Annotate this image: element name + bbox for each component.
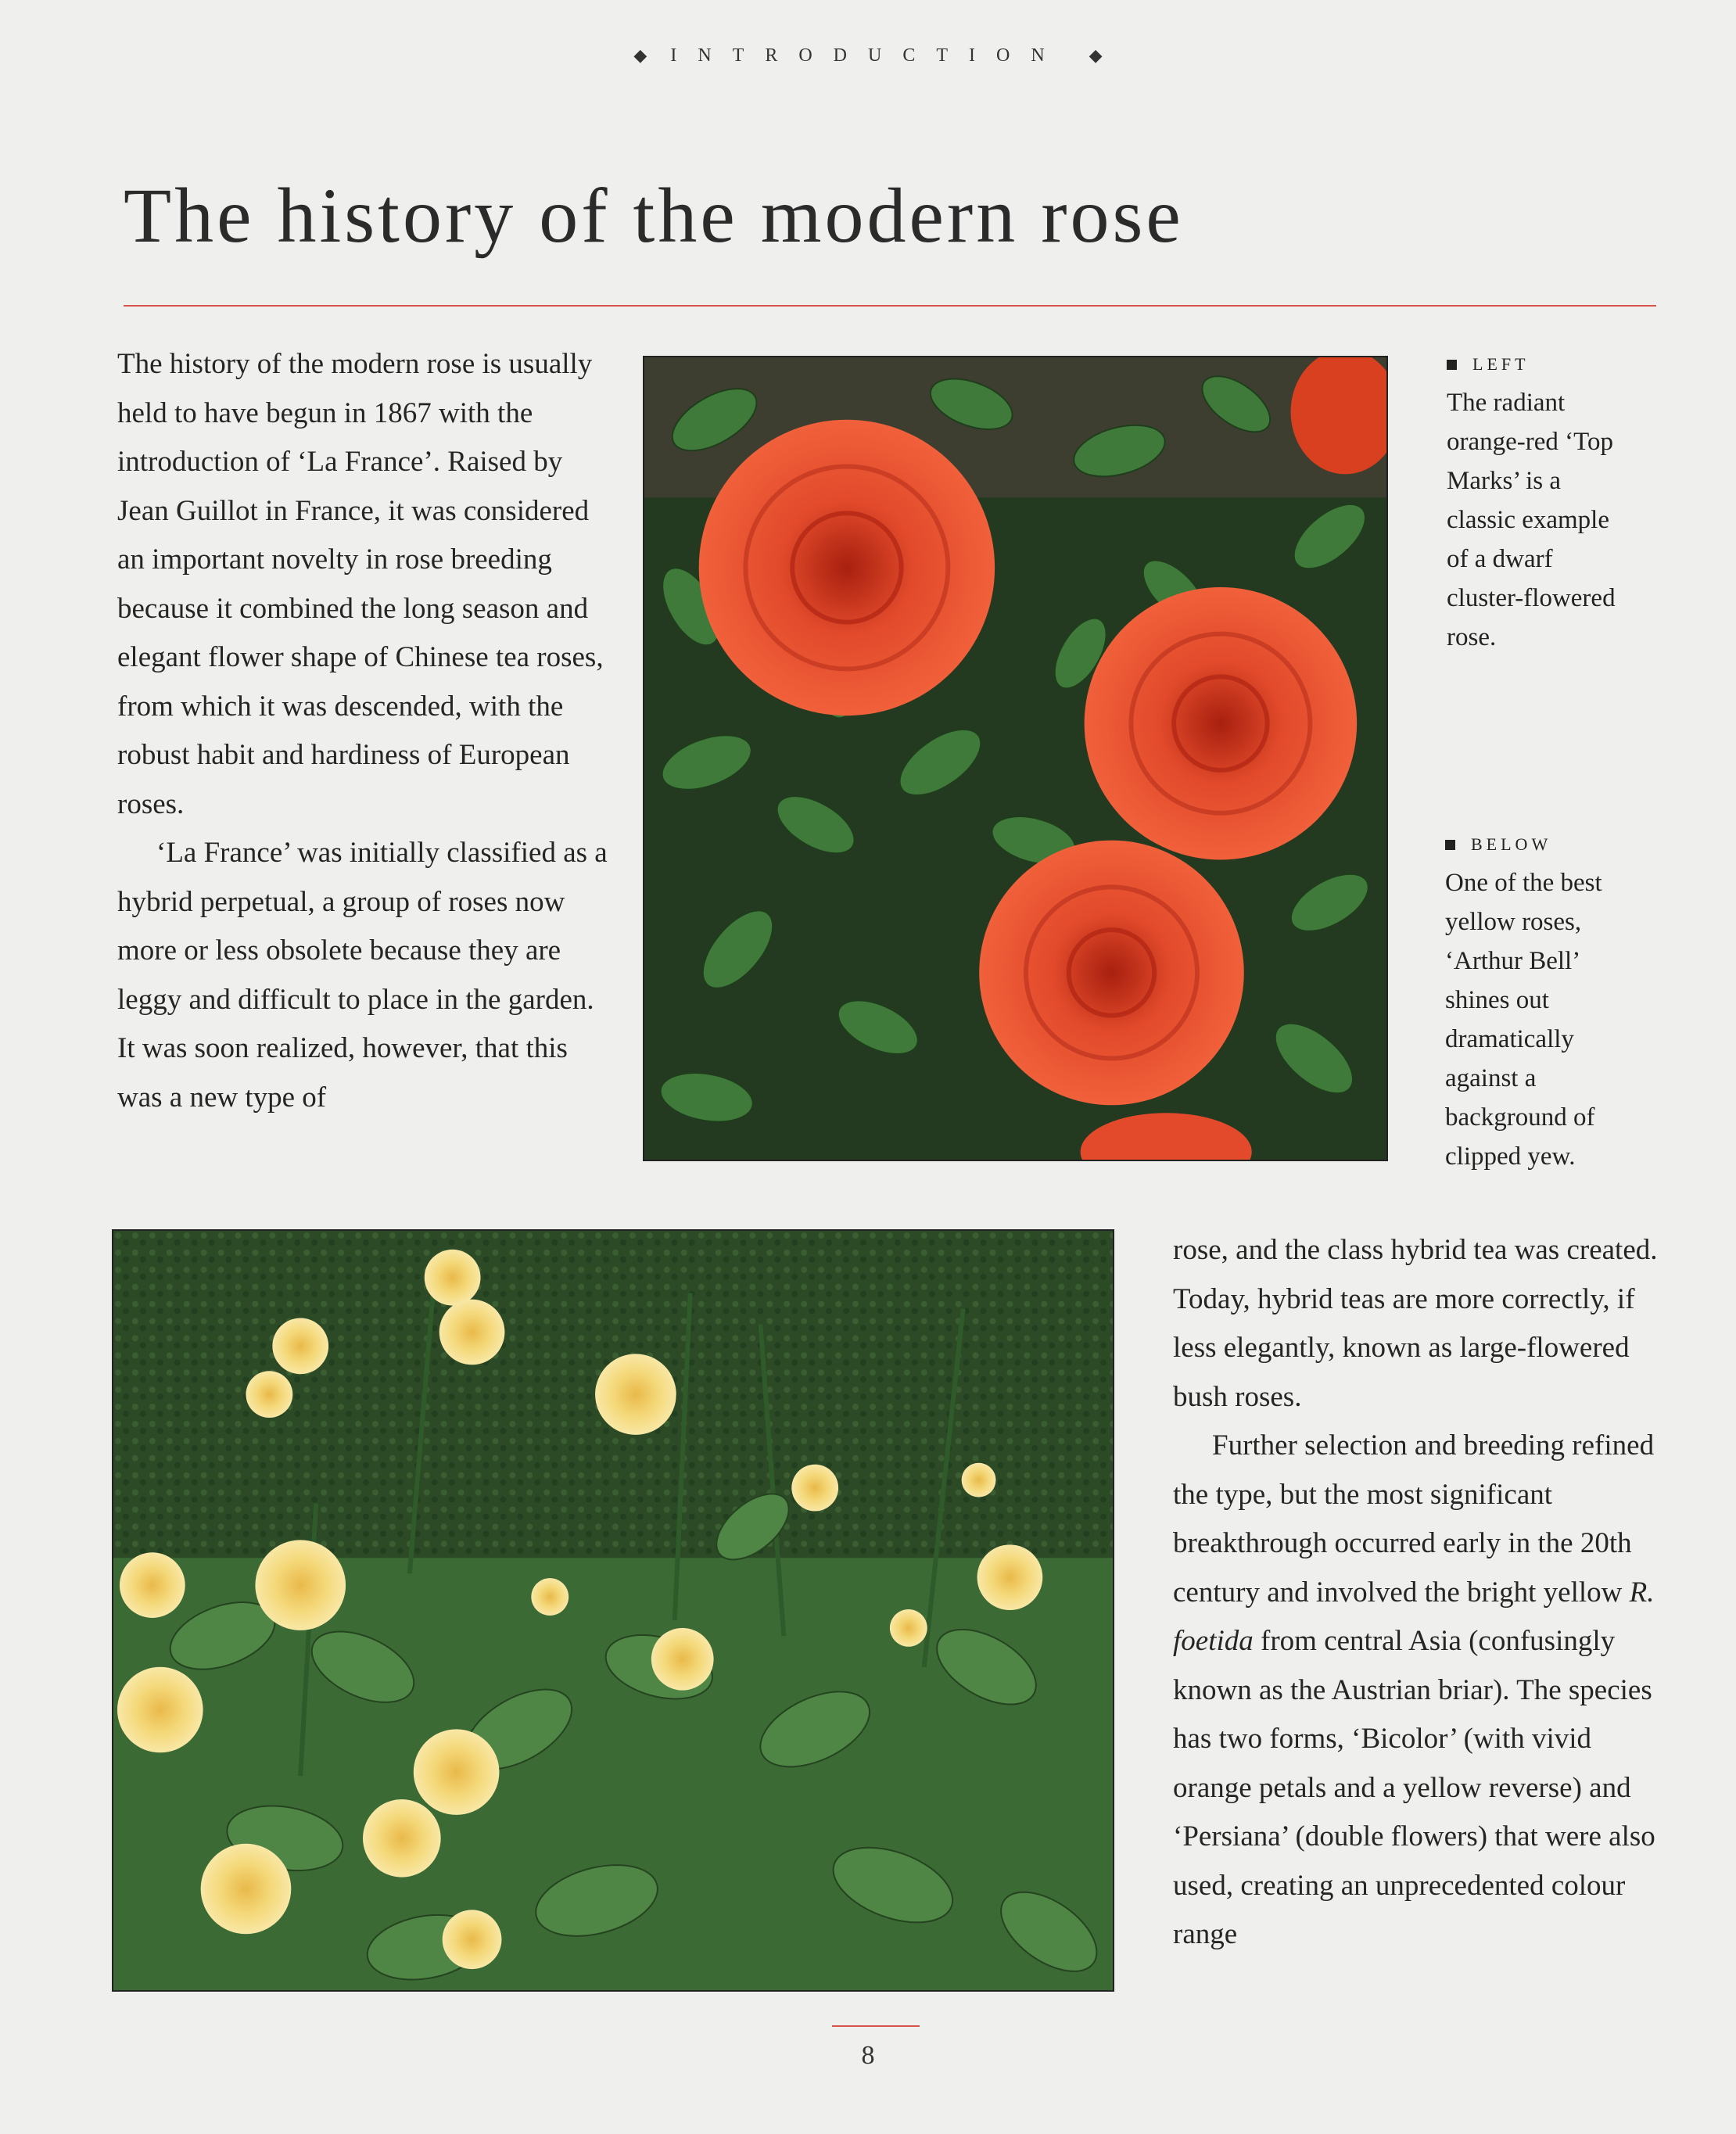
page-number: 8 <box>861 2041 875 2070</box>
species-name: R. foetida <box>1173 1576 1655 1657</box>
body-paragraph-2: ‘La France’ was initially classified as a hybrid perpetual, a group of roses now more or less obsolete because they are leggy and difficult to place in the garden. It was soon realized, however, that this was a new type of <box>117 837 608 1114</box>
caption-left <box>1447 350 1627 657</box>
caption-below-label <box>1445 830 1625 859</box>
section-label: INTRODUCTION <box>670 45 1066 66</box>
body-paragraph-4 <box>1173 1422 1673 1960</box>
body-paragraph-1: The history of the modern rose is usually held to have begun in 1867 with the introduction of ‘La France’. Raised by Jean Guillot in France, it was considered an important novelty in rose breeding because it combined the long season and elegant flower shape of Chinese tea roses, from which it was descended, with the robust habit and hardiness of European roses. <box>117 348 604 820</box>
body-column-right <box>1173 1226 1673 1960</box>
title-rule <box>124 305 1656 307</box>
diamond-left-icon: ◆ <box>633 45 647 65</box>
photo-arthur-bell-rose <box>112 1229 1114 1992</box>
caption-below-text: One of the best yellow roses, ‘Arthur Bell’ shines out dramatically against a background of clipped yew. <box>1445 869 1602 1171</box>
running-head <box>0 45 1736 66</box>
body-paragraph-3: rose, and the class hybrid tea was created. Today, hybrid teas are more correctly, if less elegantly, known as large-flowered bush roses. <box>1173 1234 1658 1413</box>
page-title: The history of the modern rose <box>124 172 1184 259</box>
caption-left-label-text: LEFT <box>1472 354 1530 374</box>
square-bullet-icon <box>1447 360 1457 370</box>
caption-below <box>1445 830 1625 1176</box>
folio-rule <box>832 2025 920 2027</box>
square-bullet-icon <box>1445 840 1455 850</box>
paragraph-4-text-b: from central Asia (confusingly known as the Austrian briar). The species has two forms, ‘Bicolor’ (with vivid orange petals and a yellow reverse) and ‘Persiana’ (double flowers) that were also used, creating an unprecedented colour range <box>1173 1625 1655 1950</box>
caption-left-text: The radiant orange-red ‘Top Marks’ is a classic example of a dwarf cluster-flowered rose. <box>1447 389 1616 651</box>
caption-left-label <box>1447 350 1627 378</box>
photo-top-marks-rose <box>643 356 1388 1161</box>
caption-below-label-text: BELOW <box>1471 834 1552 854</box>
diamond-right-icon: ◆ <box>1089 45 1103 65</box>
body-column-left <box>117 340 610 1122</box>
paragraph-4-text-a: Further selection and breeding refined the type, but the most significant breakthrough occurred early in the 20th century and involved the bright yellow <box>1173 1429 1655 1609</box>
red-rose-illustration <box>644 357 1386 1160</box>
yellow-rose-illustration <box>113 1231 1113 1990</box>
